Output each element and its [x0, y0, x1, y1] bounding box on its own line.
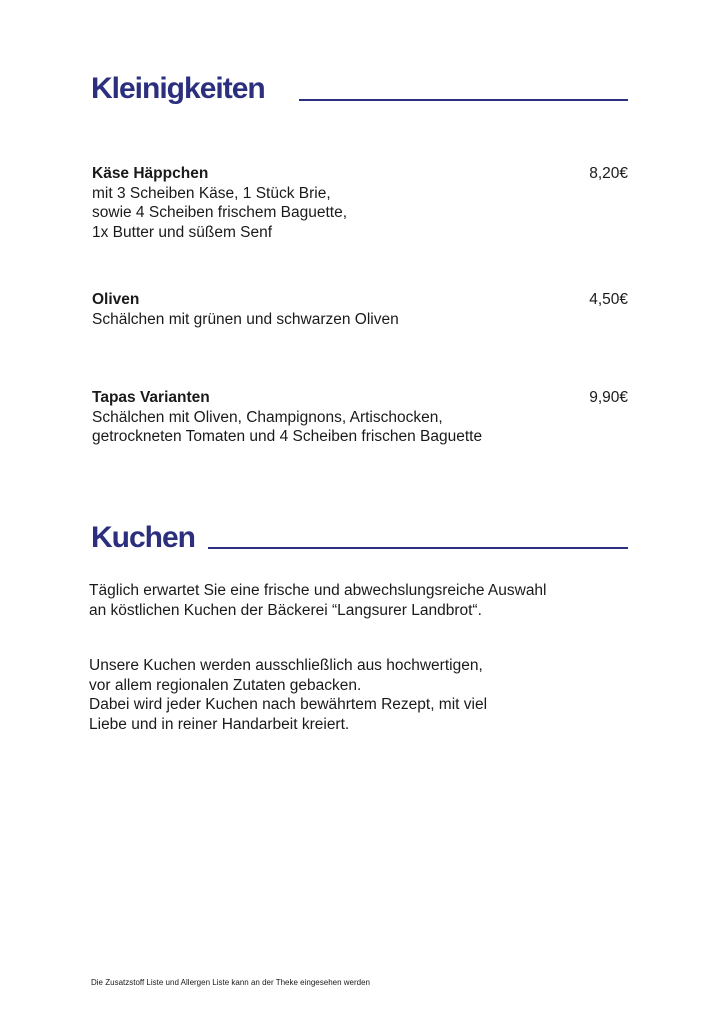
kleinigkeiten-heading [91, 74, 265, 104]
item-price: 4,50€ [589, 291, 628, 308]
menu-item-kaese-haeppchen [92, 164, 628, 242]
item-name: Tapas Varianten [92, 389, 210, 406]
kuchen-rule [208, 547, 628, 549]
paragraph-line: Täglich erwartet Sie eine frische und abwechslungsreiche Auswahl [89, 582, 547, 599]
allergen-footnote: Die Zusatzstoff Liste und Allergen Liste kann an der Theke eingesehen werden [91, 978, 370, 987]
kuchen-title: Kuchen [91, 521, 196, 554]
kuchen-heading [91, 523, 195, 553]
item-price: 9,90€ [589, 389, 628, 406]
paragraph-line: vor allem regionalen Zutaten gebacken. [89, 676, 362, 694]
item-name: Oliven [92, 291, 140, 308]
item-description-line: mit 3 Scheiben Käse, 1 Stück Brie, [92, 184, 331, 202]
paragraph-line: Dabei wird jeder Kuchen nach bewährtem Rezept, mit viel [89, 696, 488, 713]
kleinigkeiten-title: Kleinigkeiten [91, 72, 265, 105]
item-name: Käse Häppchen [92, 165, 209, 182]
menu-item-oliven [92, 290, 628, 329]
item-description-line: sowie 4 Scheiben frischem Baguette, [92, 204, 348, 221]
item-price: 8,20€ [589, 165, 628, 182]
menu-item-tapas-varianten [92, 388, 628, 447]
kleinigkeiten-rule [299, 99, 628, 101]
item-description-line: Schälchen mit Oliven, Champignons, Artischocken, [92, 408, 443, 426]
item-description-line: Schälchen mit grünen und schwarzen Oliven [92, 310, 399, 328]
kuchen-paragraph-intro [89, 581, 649, 620]
paragraph-line: an köstlichen Kuchen der Bäckerei “Langsurer Landbrot“. [89, 601, 482, 619]
paragraph-line: Liebe und in reiner Handarbeit kreiert. [89, 715, 350, 733]
kuchen-paragraph-quality [89, 656, 649, 734]
paragraph-line: Unsere Kuchen werden ausschließlich aus hochwertigen, [89, 657, 483, 674]
item-description-line: getrockneten Tomaten und 4 Scheiben frischen Baguette [92, 428, 483, 445]
item-description-line: 1x Butter und süßem Senf [92, 223, 273, 241]
